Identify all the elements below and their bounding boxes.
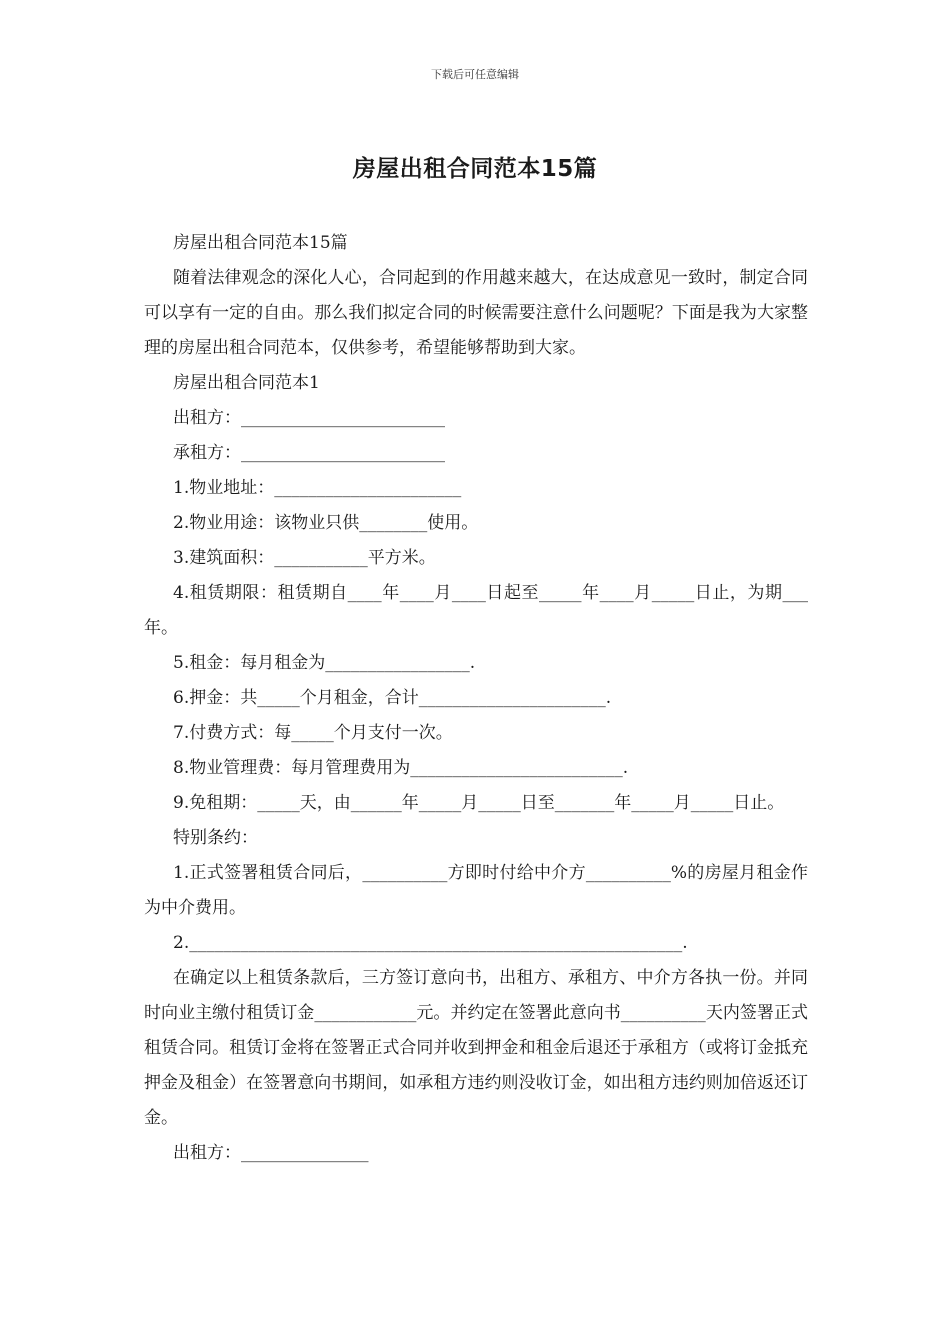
clause-payment: 7.付费方式：每_____个月支付一次。 — [173, 723, 453, 743]
document-body — [144, 226, 808, 1171]
clause-address: 1.物业地址：______________________ — [173, 478, 462, 498]
special-term-2: 2.__________________________________________________________. — [173, 933, 688, 953]
clause-usage: 2.物业用途：该物业只供________使用。 — [173, 513, 479, 533]
contract-heading: 房屋出租合同范本1 — [173, 373, 320, 393]
intro-paragraph: 随着法律观念的深化人心，合同起到的作用越来越大，在达成意见一致时，制定合同可以享有一定的自由。那么我们拟定合同的时候需要注意什么问题呢？下面是我为大家整理的房屋出租合同范本，仅供参考，希望能够帮助到大家。 — [144, 268, 808, 358]
clause-management-fee: 8.物业管理费：每月管理费用为_________________________. — [173, 758, 629, 778]
lessee-field: 承租方：________________________ — [173, 443, 445, 463]
clause-rent: 5.租金：每月租金为_________________. — [173, 653, 476, 673]
special-terms-heading: 特别条约： — [173, 828, 258, 848]
lessor-field: 出租方：________________________ — [173, 408, 445, 428]
page-header: 下载后可任意编辑 — [431, 68, 519, 81]
special-term-1: 1.正式签署租赁合同后，__________方即时付给中介方__________%的房屋月租金作为中介费用。 — [144, 863, 808, 918]
clause-term: 4.租赁期限：租赁期自____年____月____日起至_____年____月_____日止，为期___年。 — [144, 583, 808, 638]
document-title: 房屋出租合同范本15篇 — [352, 156, 598, 182]
clause-area: 3.建筑面积：___________平方米。 — [173, 548, 436, 568]
intro-heading: 房屋出租合同范本15篇 — [173, 233, 348, 253]
clause-deposit: 6.押金：共_____个月租金，合计______________________. — [173, 688, 612, 708]
lessor-signature-field: 出租方：_______________ — [173, 1143, 369, 1163]
intent-paragraph: 在确定以上租赁条款后，三方签订意向书，出租方、承租方、中介方各执一份。并同时向业主缴付租赁订金____________元。并约定在签署此意向书__________天内签署正式租赁合同。租赁订金将在签署正式合同并收到押金和租金后退还于承租方（或将订金抵充押金及租金）在签署意向书期间，如承租方违约则没收订金，如出租方违约则加倍返还订金。 — [144, 968, 808, 1128]
clause-rent-free: 9.免租期：_____天，由______年_____月_____日至_______年_____月_____日止。 — [173, 793, 785, 813]
